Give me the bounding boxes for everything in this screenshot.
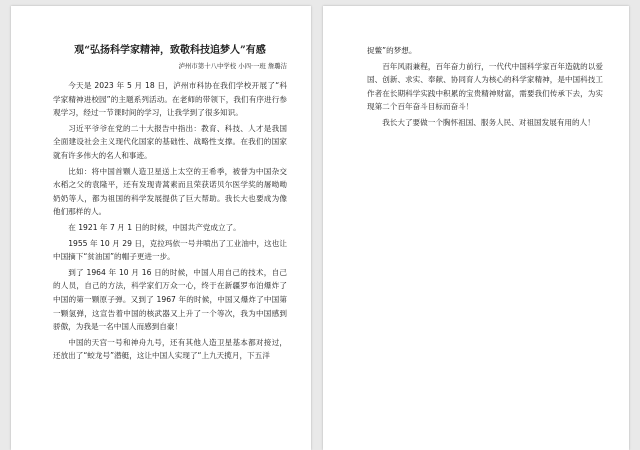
paragraph-continuation: 捉鳖”的梦想。 xyxy=(367,46,417,55)
paragraph: 中国的天宫一号和神舟九号，还有其他人造卫星基本都对接过，还放出了“蛟龙号”潜艇，这让中国人实现了“上九天揽月，下五洋 xyxy=(53,337,287,361)
paragraph: 习近平爷爷在党的二十大报告中指出：教育、科技、人才是我国全面建设社会主义现代化国家的基础性、战略性支撑。在我们的国家就有许多伟大的名人和事迹。 xyxy=(53,123,287,160)
document-page-2 xyxy=(323,6,629,450)
page-2-content xyxy=(367,44,603,132)
author-byline: 泸州市第十八中学校 小四·一班 詹璐洁 xyxy=(178,62,287,70)
paragraph: 今天是 2023 年 5 月 18 日，泸州市科协在我们学校开展了“科学家精神进校园”的主题系列活动。在老师的带领下，我们有序进行参观学习，经过一节课时间的学习，让我学到了很多知识。 xyxy=(53,81,287,118)
paragraph: 我长大了要做一个胸怀祖国、服务人民、对祖国发展有用的人！ xyxy=(382,117,595,127)
paragraph: 到了 1964 年 10 月 16 日的时候，中国人用自己的技术，自己的人员，自己的方法，科学家们万众一心，终于在新疆罗布泊爆炸了中国的第一颗原子弹。又到了 1967 年的时候，中国又爆炸了中国第一颗氢弹，这宣告着中国的核武器又上升了一个等次，我为中国感到骄傲，为我是一名中国人而感到自豪！ xyxy=(53,267,287,332)
paragraph: 1955 年 10 月 29 日，克拉玛依一号井喷出了工业油中，这也让中国摘下“贫油国”的帽子更进一步。 xyxy=(53,238,287,262)
page-1-content xyxy=(53,44,287,365)
paragraph: 百年风雨兼程，百年奋力前行，一代代中国科学家百年造就的以爱国、创新、求实、奉献、协同育人为核心的科学家精神，是中国科技工作者在长期科学实践中积累的宝贵精神财富，需要我们传承下去，为实现第二个百年奋斗目标而奋斗！ xyxy=(367,61,603,112)
paragraph: 比如：将中国首颗人造卫星送上太空的王希季，被誉为中国杂交水稻之父的袁隆平，还有发现青蒿素而且荣获诺贝尔医学奖的屠呦呦奶奶等人，都为祖国的科学发展提供了巨大帮助。我长大也要成为像他们那样的人。 xyxy=(53,166,287,217)
paragraph: 在 1921 年 7 月 1 日的时候，中国共产党成立了。 xyxy=(68,222,241,232)
document-page-1 xyxy=(11,6,311,450)
essay-title: 观“弘扬科学家精神，致敬科技追梦人”有感 xyxy=(74,45,266,56)
